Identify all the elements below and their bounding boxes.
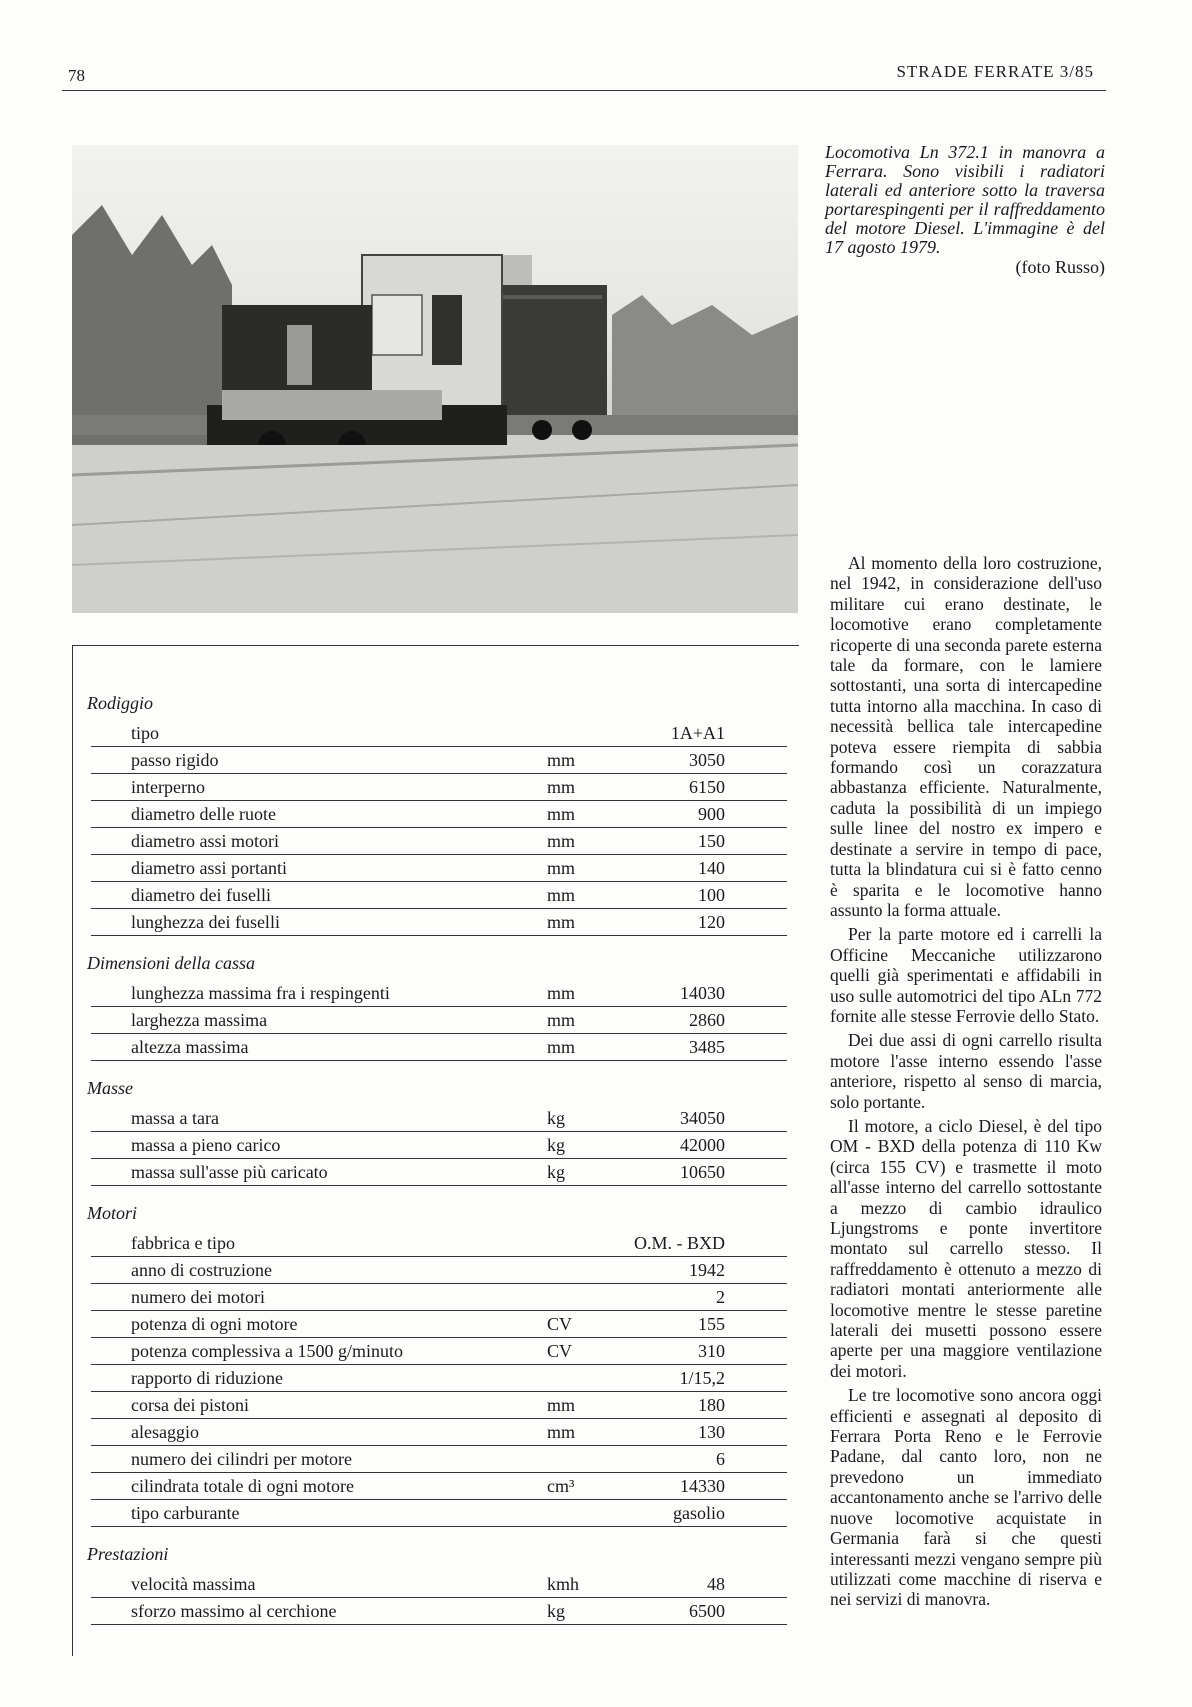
- spec-unit: mm: [547, 750, 576, 770]
- spec-row: [87, 1392, 787, 1419]
- spec-value: 2860: [689, 1010, 725, 1030]
- spec-unit: mm: [547, 831, 576, 851]
- spec-value: 120: [698, 912, 725, 932]
- spec-label: anno di costruzione: [131, 1260, 272, 1280]
- spec-value: 10650: [680, 1162, 725, 1182]
- spec-label: massa a pieno carico: [131, 1135, 281, 1155]
- spec-unit: kg: [547, 1162, 565, 1182]
- spec-row: [87, 1473, 787, 1500]
- spec-unit: mm: [547, 983, 576, 1003]
- spec-row: [87, 1257, 787, 1284]
- spec-value: 180: [698, 1395, 725, 1415]
- spec-label: larghezza massima: [131, 1010, 268, 1030]
- spec-label: sforzo massimo al cerchione: [131, 1601, 337, 1621]
- locomotive-photo: [72, 145, 798, 613]
- spec-row: [87, 855, 787, 882]
- spec-row: [87, 1311, 787, 1338]
- spec-row: [87, 909, 787, 936]
- spec-value: gasolio: [673, 1503, 725, 1523]
- spec-value: 2: [716, 1287, 725, 1307]
- body-paragraph: Per la parte motore ed i carrelli la Officine Meccaniche utilizzarono quelli già sperimentati e affidabili in uso sulle automotrici del tipo ALn 772 fornite alle stesse Ferrovie dello Stato.: [830, 924, 1102, 1026]
- spec-row: [87, 1365, 787, 1392]
- caption-credit: (foto Russo): [1015, 257, 1105, 277]
- spec-label: interperno: [131, 777, 205, 797]
- spec-row: [87, 1132, 787, 1159]
- locomotive-photo-icon: [72, 145, 798, 613]
- spec-label: diametro assi portanti: [131, 858, 287, 878]
- spec-label: alesaggio: [131, 1422, 199, 1442]
- body-paragraph: Dei due assi di ogni carrello risulta motore l'asse interno essendo l'asse anteriore, rispetto al senso di marcia, solo portante.: [830, 1030, 1102, 1112]
- spec-value: 14330: [680, 1476, 725, 1496]
- spec-unit: mm: [547, 885, 576, 905]
- spec-value: 150: [698, 831, 725, 851]
- spec-unit: mm: [547, 1395, 576, 1415]
- spec-unit: mm: [547, 804, 576, 824]
- spec-unit: CV: [547, 1314, 573, 1334]
- spec-row: [87, 1571, 787, 1598]
- spec-row: [87, 1598, 787, 1625]
- spec-row: [87, 774, 787, 801]
- body-paragraph: Le tre locomotive sono ancora oggi efficienti e assegnati al deposito di Ferrara Porta Reno e le Ferrovie Padane, dal canto loro, non ne prevedono un immediato accantonamento anche se l'arrivo delle nuove locomotive acquistate in Germania farà si che questi interessanti mezzi vengano sempre più utilizzati come macchine di riserva e nei servizi di manovra.: [830, 1385, 1102, 1610]
- spec-label: velocità massima: [131, 1574, 256, 1594]
- spec-label: tipo carburante: [131, 1503, 240, 1523]
- spec-row: [87, 720, 787, 747]
- spec-row: [87, 1007, 787, 1034]
- spec-value: 155: [698, 1314, 725, 1334]
- spec-unit: cm³: [547, 1476, 575, 1496]
- spec-value: 1A+A1: [670, 723, 725, 743]
- spec-value: 6150: [689, 777, 725, 797]
- spec-row: [87, 747, 787, 774]
- spec-value: 14030: [680, 983, 725, 1003]
- spec-section-title: Prestazioni: [87, 1544, 169, 1564]
- spec-unit: kmh: [547, 1574, 580, 1594]
- spec-table-body: [87, 686, 787, 1635]
- spec-row: [87, 882, 787, 909]
- spec-section-title: Motori: [87, 1203, 138, 1223]
- spec-label: potenza complessiva a 1500 g/minuto: [131, 1341, 403, 1361]
- body-paragraph: Al momento della loro costruzione, nel 1942, in considerazione dell'uso militare cui erano destinate, le locomotive erano completamente ricoperte di una seconda parete esterna tale da formare, con le lamiere sottostanti, una sorta di intercapedine tutta intorno alla macchina. In caso di necessità bellica tale intercapedine poteva essere riempita di sabbia formando così un corazzatura abbastanza efficiente. Naturalmente, caduta la possibilità di un impiego sulle linee del nostro ex impero e destinate a servire in tempo di pace, tutta la blindatura cui si è fatto cenno è sparita e le locomotive hanno assunto la forma attuale.: [830, 553, 1102, 920]
- spec-row: [87, 1159, 787, 1186]
- spec-value: 6: [716, 1449, 725, 1469]
- spec-unit: kg: [547, 1108, 565, 1128]
- spec-table: [72, 645, 799, 1656]
- spec-row: [87, 1338, 787, 1365]
- spec-value: 3485: [689, 1037, 725, 1057]
- spec-label: tipo: [131, 723, 160, 743]
- spec-value: 42000: [680, 1135, 725, 1155]
- spec-label: fabbrica e tipo: [131, 1233, 235, 1253]
- spec-row: [87, 980, 787, 1007]
- spec-unit: kg: [547, 1135, 565, 1155]
- page-number: 78: [68, 66, 85, 85]
- spec-unit: mm: [547, 1037, 576, 1057]
- photo-caption: [825, 143, 1105, 277]
- spec-label: lunghezza massima fra i respingenti: [131, 983, 390, 1003]
- spec-label: altezza massima: [131, 1037, 249, 1057]
- spec-label: lunghezza dei fuselli: [131, 912, 280, 932]
- spec-value: 140: [698, 858, 725, 878]
- spec-section-title: Masse: [87, 1078, 133, 1098]
- spec-row: [87, 1446, 787, 1473]
- spec-label: potenza di ogni motore: [131, 1314, 298, 1334]
- spec-label: massa sull'asse più caricato: [131, 1162, 328, 1182]
- spec-label: corsa dei pistoni: [131, 1395, 249, 1415]
- running-head: STRADE FERRATE 3/85: [896, 62, 1094, 81]
- spec-row: [87, 1230, 787, 1257]
- spec-label: rapporto di riduzione: [131, 1368, 283, 1388]
- spec-label: diametro assi motori: [131, 831, 279, 851]
- spec-unit: mm: [547, 777, 576, 797]
- spec-section-title: Dimensioni della cassa: [87, 953, 255, 973]
- spec-row: [87, 1500, 787, 1527]
- spec-label: massa a tara: [131, 1108, 219, 1128]
- spec-value: O.M. - BXD: [633, 1233, 725, 1253]
- body-paragraph: Il motore, a ciclo Diesel, è del tipo OM - BXD della potenza di 110 Kw (circa 155 CV) e trasmette il moto all'asse interno del carrello sottostante a mezzo di cambio idraulico Ljungstroms e ponte invertitore montato sul carrello stesso. Il raffreddamento è ottenuto a mezzo di radiatori montati anteriormente alle locomotive mentre le stesse paretine laterali dei musetti possono essere aperte per una maggiore ventilazione dei motori.: [830, 1115, 1102, 1381]
- spec-value: 130: [698, 1422, 725, 1442]
- spec-value: 3050: [689, 750, 725, 770]
- spec-value: 310: [698, 1341, 725, 1361]
- spec-value: 1/15,2: [679, 1368, 725, 1388]
- spec-row: [87, 1284, 787, 1311]
- spec-unit: mm: [547, 858, 576, 878]
- spec-row: [87, 1105, 787, 1132]
- spec-label: diametro delle ruote: [131, 804, 276, 824]
- spec-row: [87, 1419, 787, 1446]
- spec-unit: kg: [547, 1601, 565, 1621]
- article-body: [830, 553, 1102, 1614]
- spec-label: numero dei cilindri per motore: [131, 1449, 352, 1469]
- spec-value: 100: [698, 885, 725, 905]
- header-rule: [62, 90, 1106, 91]
- spec-section-title: Rodiggio: [87, 693, 153, 713]
- spec-label: cilindrata totale di ogni motore: [131, 1476, 354, 1496]
- spec-unit: mm: [547, 912, 576, 932]
- spec-row: [87, 828, 787, 855]
- spec-unit: mm: [547, 1010, 576, 1030]
- spec-value: 48: [707, 1574, 725, 1594]
- spec-label: numero dei motori: [131, 1287, 265, 1307]
- spec-label: passo rigido: [131, 750, 219, 770]
- spec-value: 6500: [689, 1601, 725, 1621]
- spec-value: 900: [698, 804, 725, 824]
- spec-unit: mm: [547, 1422, 576, 1442]
- spec-label: diametro dei fuselli: [131, 885, 271, 905]
- spec-row: [87, 1034, 787, 1061]
- spec-value: 34050: [680, 1108, 725, 1128]
- spec-value: 1942: [689, 1260, 725, 1280]
- spec-unit: CV: [547, 1341, 573, 1361]
- caption-text: Locomotiva Ln 372.1 in manovra a Ferrara. Sono visibili i radiatori laterali ed anteriore sotto la traversa portarespingenti per il raffreddamento del motore Diesel. L'immagine è del 17 agosto 1979.: [825, 142, 1105, 257]
- spec-row: [87, 801, 787, 828]
